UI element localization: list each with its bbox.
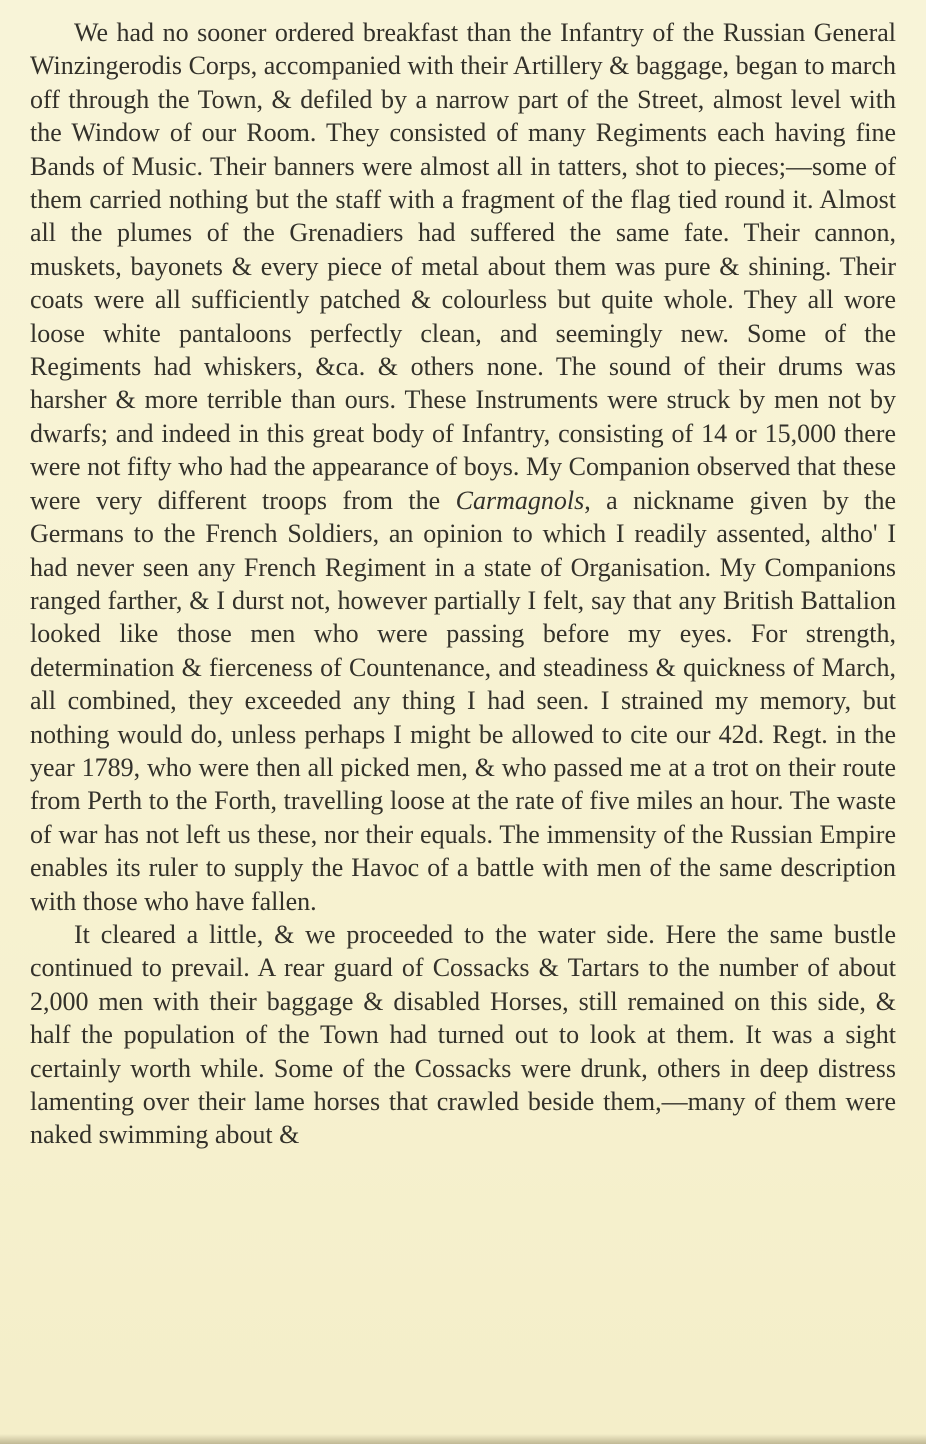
paragraph-text: , a nickname given by the Germans to the French Soldiers, an opinion to which I readily assented, altho' I had never seen any French Regiment in a state of Organisation. My Companions ranged farther, & I durst not, however partially I felt, say that any British Battalion looked like those men who were passing before my eyes. For strength, determination & fierceness of Countenance, and steadiness & quickness of March, all combined, they exceeded any thing I had seen. I strained my memory, but nothing would do, unless perhaps I might be allowed to cite our 42d. Regt. in the year 1789, who were then all picked men, & who passed me at a trot on their route from Perth to the Forth, travelling loose at the rate of five miles an hour. The waste of war has not left us these, nor their equals. The immensity of the Russian Empire enables its ruler to supply the Havoc of a battle with men of the same description with those who have fallen. — [30, 485, 896, 916]
italic-word-carmagnols: Carmagnols — [455, 485, 585, 515]
paragraph-water-side — [30, 918, 896, 1152]
paragraph-text: We had no sooner ordered breakfast than the Infantry of the Russian General Winzingerodis Corps, accompanied with their Artillery & baggage, began to march off through the Town, & defiled by a narrow part of the Street, almost level with the Window of our Room. They consisted of many Regiments each having fine Bands of Music. Their banners were almost all in tatters, shot to pieces;—some of them carried nothing but the staff with a fragment of the flag tied round it. Almost all the plumes of the Grenadiers had suffered the same fate. Their cannon, muskets, bayonets & every piece of metal about them was pure & shining. Their coats were all sufficiently patched & colourless but quite whole. They all wore loose white pantaloons perfectly clean, and seemingly new. Some of the Regiments had whiskers, &ca. & others none. The sound of their drums was harsher & more terrible than ours. These Instruments were struck by men not by dwarfs; and indeed in this great body of Infantry, consisting of 14 or 15,000 there were not fifty who had the appearance of boys. My Companion observed that these were very different troops from the — [30, 18, 896, 515]
paragraph-text: It cleared a little, & we proceeded to the water side. Here the same bustle continued to prevail. A rear guard of Cossacks & Tartars to the number of about 2,000 men with their baggage & disabled Horses, still remained on this side, & half the population of the Town had turned out to look at them. It was a sight certainly worth while. Some of the Cossacks were drunk, others in deep distress lamenting over their lame horses that crawled beside them,—many of them were naked swimming about & — [30, 919, 896, 1150]
paragraph-troops-description — [30, 16, 896, 918]
